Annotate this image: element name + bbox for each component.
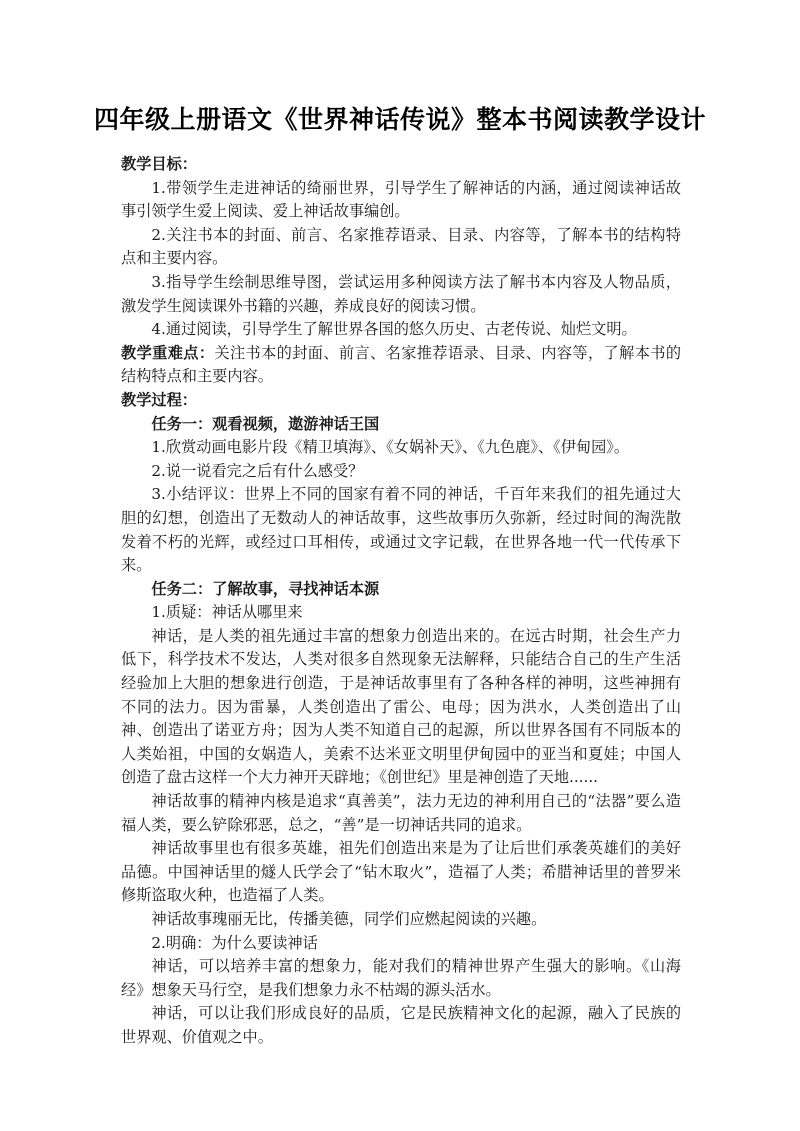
task2-title: 任务二：了解故事，寻找神话本源	[151, 579, 380, 598]
document-title: 四年级上册语文《世界神话传说》整本书阅读教学设计	[93, 105, 706, 134]
task2-item: 1.质疑：神话从哪里来	[151, 603, 303, 622]
key-points-label: 教学重难点：	[121, 343, 215, 362]
process-heading: 教学过程：	[121, 390, 197, 409]
task2-item: 2.明确：为什么要读神话	[151, 933, 318, 952]
goal-item: 4.通过阅读，引导学生了解世界各国的悠久历史、古老传说、灿烂文明。	[151, 320, 637, 339]
task2-paragraph: 神话，可以让我们形成良好的品质，它是民族精神文化的起源，融入了民族的世界观、价值观之中。	[121, 1004, 681, 1046]
goal-item: 1.带领学生走进神话的绮丽世界，引导学生了解神话的内涵，通过阅读神话故事引领学生爱上阅读、爱上神话故事编创。	[121, 178, 681, 221]
task2-paragraph: 神话故事瑰丽无比，传播美德，同学们应燃起阅读的兴趣。	[151, 910, 547, 928]
goal-item: 2.关注书本的封面、前言、名家推荐语录、目录、内容等，了解本书的结构特点和主要内容。	[121, 225, 681, 268]
task1-item: 1.欣赏动画电影片段《精卫填海》、《女娲补天》、《九色鹿》、《伊甸园》。	[151, 438, 630, 457]
goal-item: 3.指导学生绘制思维导图，尝试运用多种阅读方法了解书本内容及人物品质，激发学生阅读课外书籍的兴趣，养成良好的阅读习惯。	[121, 272, 681, 315]
task2-paragraph: 神话，可以培养丰富的想象力，能对我们的精神世界产生强大的影响。《山海经》想象天马行空，是我们想象力永不枯竭的源头活水。	[121, 957, 681, 999]
task1-item: 3.小结评议：世界上不同的国家有着不同的神话，千百年来我们的祖先通过大胆的幻想，创造出了无数动人的神话故事，这些故事历久弥新，经过时间的淘洗散发着不朽的光辉，或经过口耳相传，或通过文字记载，在世界各地一代一代传承下来。	[121, 485, 681, 575]
task2-paragraph: 神话故事的精神内核是追求“真善美”，法力无边的神利用自己的“法器”要么造福人类，要么铲除邪恶，总之，“善”是一切神话共同的追求。	[121, 792, 681, 834]
task2-paragraph: 神话，是人类的祖先通过丰富的想象力创造出来的。在远古时期，社会生产力低下，科学技术不发达，人类对很多自然现象无法解释，只能结合自己的生产生活经验加上大胆的想象进行创造，于是神话故事里有了各种各样的神明，这些神拥有不同的法力。因为雷暴，人类创造出了雷公、电母；因为洪水，人类创造出了山神、创造出了诺亚方舟；因为人类不知道自己的起源，所以世界各国有不同版本的人类始祖，中国的女娲造人，美索不达米亚文明里伊甸园中的亚当和夏娃；中国人创造了盘古这样一个大力神开天辟地；《创世纪》里是神创造了天地......	[121, 626, 681, 787]
task1-title: 任务一：观看视频，遨游神话王国	[151, 414, 380, 433]
goals-heading: 教学目标：	[121, 155, 197, 173]
document-body	[121, 153, 681, 1050]
task2-paragraph: 神话故事里也有很多英雄，祖先们创造出来是为了让后世们承袭英雄们的美好品德。中国神话里的燧人氏学会了“钻木取火”，造福了人类；希腊神话里的普罗米修斯盗取火种，也造福了人类。	[121, 839, 681, 905]
task1-item: 2.说一说看完之后有什么感受？	[151, 461, 364, 480]
key-points	[121, 342, 681, 389]
key-points-text: 关注书本的封面、前言、名家推荐语录、目录、内容等，了解本书的结构特点和主要内容。	[121, 343, 682, 386]
